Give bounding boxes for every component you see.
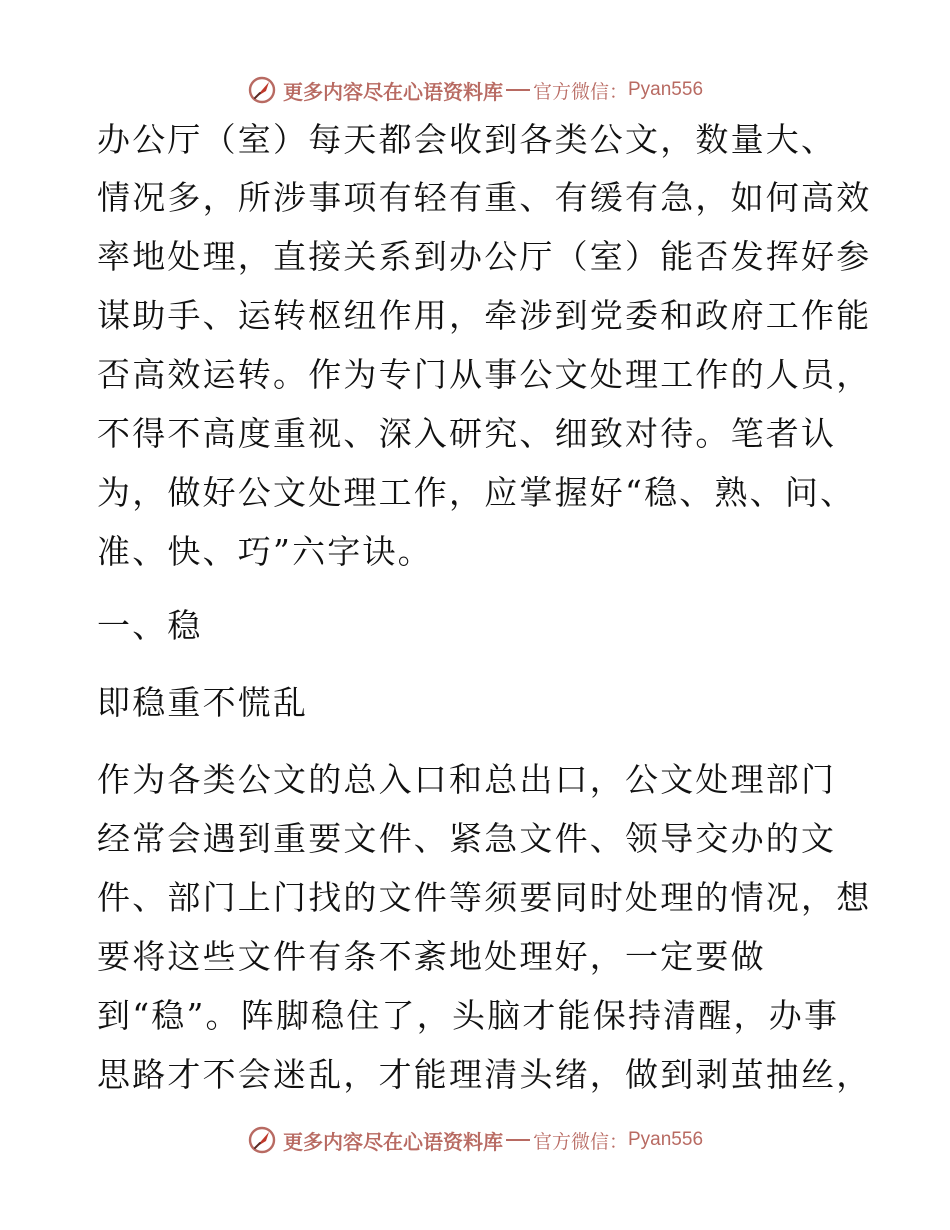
watermark-sub-text: 官方微信： — [532, 80, 628, 103]
text-line: 思路才不会迷乱，才能理清头绪，做到剥茧抽丝， — [97, 1055, 872, 1094]
quill-logo-icon — [247, 1125, 277, 1155]
header-watermark — [0, 72, 950, 108]
watermark-dash — [506, 1139, 530, 1141]
text-line: 办公厅（室）每天都会收到各类公文，数量大、 — [97, 120, 837, 159]
text-line: 要将这些文件有条不紊地处理好，一定要做 — [97, 937, 766, 976]
text-line: 准、快、巧”六字诀。 — [97, 532, 433, 571]
text-line: 否高效运转。作为专门从事公文处理工作的人员， — [97, 355, 872, 394]
text-line: 作为各类公文的总入口和总出口，公文处理部门 — [97, 760, 837, 799]
text-line: 经常会遇到重要文件、紧急文件、领导交办的文 — [97, 819, 837, 858]
text-line: 谋助手、运转枢纽作用，牵涉到党委和政府工作能 — [97, 296, 872, 335]
watermark-sub-text: 官方微信： — [532, 1130, 628, 1153]
text-line: 不得不高度重视、深入研究、细致对待。笔者认 — [97, 414, 837, 453]
section-heading: 一、稳 — [97, 606, 203, 645]
watermark-dash — [506, 89, 530, 91]
watermark-main-text: 更多内容尽在心语资料库 — [282, 1129, 503, 1154]
watermark-account: Pyan556 — [628, 1129, 704, 1150]
footer-watermark — [0, 1122, 950, 1158]
text-line: 为，做好公文处理工作，应掌握好“稳、熟、问、 — [97, 473, 856, 512]
text-line: 率地处理，直接关系到办公厅（室）能否发挥好参 — [97, 237, 872, 276]
text-line: 件、部门上门找的文件等须要同时处理的情况，想 — [97, 878, 872, 917]
watermark-main-text: 更多内容尽在心语资料库 — [282, 79, 503, 104]
watermark-account: Pyan556 — [628, 79, 704, 100]
text-line: 情况多，所涉事项有轻有重、有缓有急，如何高效 — [97, 178, 872, 217]
text-line: 到“稳”。阵脚稳住了，头脑才能保持清醒，办事 — [97, 996, 840, 1035]
quill-logo-icon — [247, 75, 277, 105]
section-subheading: 即稳重不慌乱 — [97, 683, 309, 722]
